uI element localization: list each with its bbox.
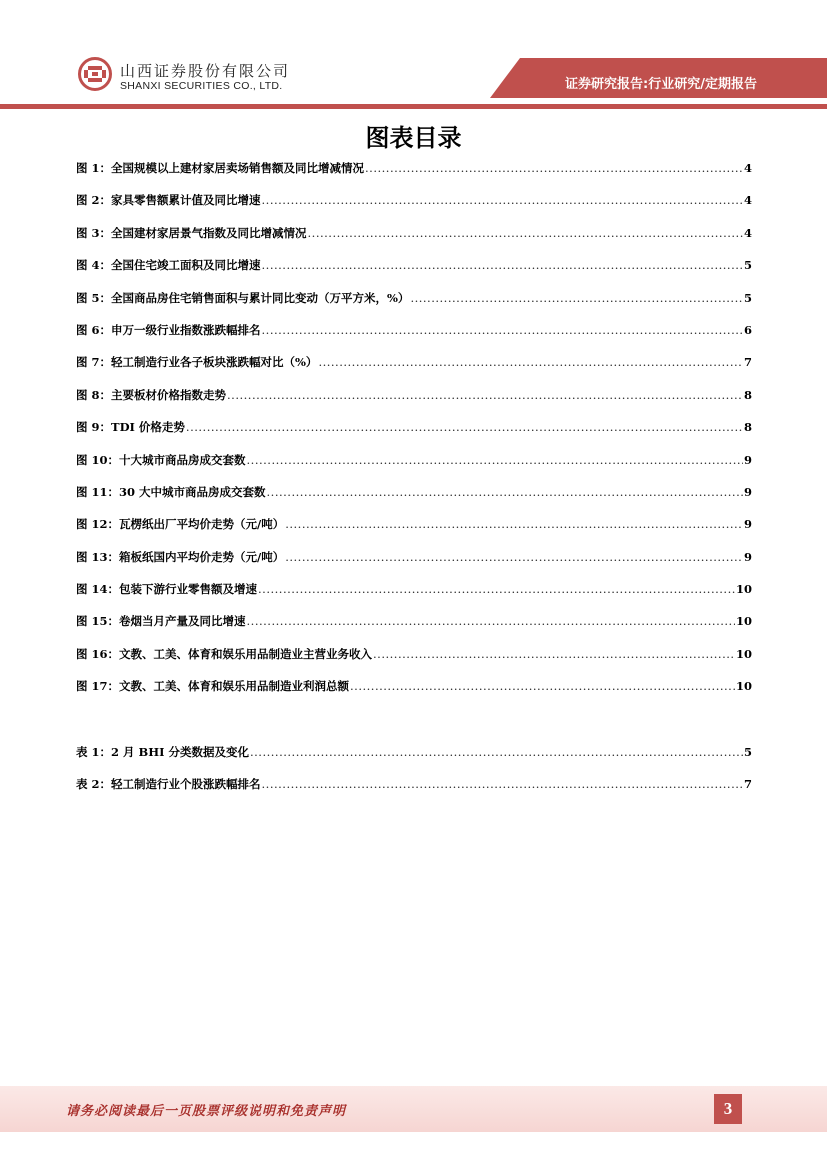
toc-entry-label: 图 14：包装下游行业零售额及增速 — [76, 582, 258, 597]
toc-page-number: 5 — [743, 290, 752, 305]
company-name-cn: 山西证券股份有限公司 — [120, 62, 291, 80]
toc-entry-label: 图 15：卷烟当月产量及同比增速 — [76, 614, 246, 629]
toc-entry-label: 图 11：30 大中城市商品房成交套数 — [76, 484, 266, 499]
toc-dot-leader — [262, 777, 743, 791]
toc-dot-leader — [365, 161, 743, 175]
toc-page-number: 4 — [743, 193, 752, 208]
figure-toc-row[interactable] — [76, 290, 752, 322]
toc-entry-label: 图 3：全国建材家居景气指数及同比增减情况 — [76, 225, 307, 240]
toc-dot-leader — [227, 388, 743, 402]
toc-entry-label: 图 1：全国规模以上建材家居卖场销售额及同比增减情况 — [76, 161, 365, 175]
toc-page-number: 10 — [735, 646, 752, 661]
toc-page-number: 10 — [735, 582, 752, 597]
toc-dot-leader — [267, 485, 743, 499]
table-toc-list — [76, 744, 752, 809]
toc-dot-leader — [247, 614, 735, 628]
header-band — [0, 0, 827, 112]
page-title: 图表目录 — [365, 124, 462, 152]
toc-dot-leader — [262, 323, 743, 337]
toc-page-number: 5 — [743, 745, 752, 759]
toc-dot-leader — [285, 550, 743, 564]
table-toc-row[interactable] — [76, 776, 752, 808]
toc-dot-leader — [308, 226, 743, 240]
figure-toc-row[interactable] — [76, 516, 752, 548]
figure-toc-row[interactable] — [76, 484, 752, 516]
toc-page-number: 6 — [743, 322, 752, 337]
toc-dot-leader — [262, 258, 743, 272]
toc-dot-leader — [285, 517, 743, 531]
toc-entry-label: 图 2：家具零售额累计值及同比增速 — [76, 193, 261, 208]
toc-entry-label: 图 5：全国商品房住宅销售面积与累计同比变动（万平方米，%） — [76, 290, 410, 305]
figure-toc-row[interactable] — [76, 322, 752, 354]
figure-toc-row[interactable] — [76, 678, 752, 710]
toc-entry-label: 图 10：十大城市商品房成交套数 — [76, 452, 246, 467]
toc-entry-label: 图 4：全国住宅竣工面积及同比增速 — [76, 258, 261, 273]
toc-page-number: 9 — [743, 549, 752, 564]
toc-page-number: 4 — [743, 161, 752, 175]
toc-page-number: 10 — [735, 679, 752, 694]
toc-page-number: 9 — [743, 517, 752, 532]
figure-toc-row[interactable] — [76, 646, 752, 678]
figure-toc-row[interactable] — [76, 192, 752, 224]
toc-entry-label: 图 16：文教、工美、体育和娱乐用品制造业主营业务收入 — [76, 646, 373, 661]
footer-disclaimer: 请务必阅读最后一页股票评级说明和免责声明 — [66, 1104, 347, 1119]
page-number: 3 — [714, 1094, 742, 1124]
toc-dot-leader — [262, 193, 743, 207]
toc-page-number: 7 — [743, 355, 752, 370]
toc-dot-leader — [258, 582, 735, 596]
toc-dot-leader — [373, 647, 735, 661]
toc-entry-label: 图 17：文教、工美、体育和娱乐用品制造业利润总额 — [76, 679, 350, 694]
figure-toc-row[interactable] — [76, 354, 752, 386]
figure-toc-row[interactable] — [76, 160, 752, 192]
toc-dot-leader — [247, 453, 743, 467]
toc-dot-leader — [186, 420, 743, 434]
toc-dot-leader — [250, 745, 743, 759]
toc-page-number: 4 — [743, 225, 752, 240]
toc-page-number: 7 — [743, 777, 752, 792]
company-logo-icon — [78, 57, 112, 91]
toc-entry-label: 图 12：瓦楞纸出厂平均价走势（元/吨） — [76, 517, 285, 532]
toc-page-number: 9 — [743, 484, 752, 499]
page-header — [0, 0, 827, 112]
figure-toc-row[interactable] — [76, 452, 752, 484]
toc-dot-leader — [410, 291, 743, 305]
figure-toc-list — [76, 160, 752, 711]
toc-page-number: 9 — [743, 452, 752, 467]
toc-entry-label: 图 7：轻工制造行业各子板块涨跌幅对比（%） — [76, 355, 318, 370]
figure-toc-row[interactable] — [76, 387, 752, 419]
toc-page-number: 8 — [743, 420, 752, 435]
toc-entry-label: 图 13：箱板纸国内平均价走势（元/吨） — [76, 549, 285, 564]
toc-entry-label: 表 1：2 月 BHI 分类数据及变化 — [76, 745, 249, 759]
figure-toc-row[interactable] — [76, 549, 752, 581]
toc-page-number: 8 — [743, 387, 752, 402]
figure-toc-row[interactable] — [76, 257, 752, 289]
toc-dot-leader — [318, 355, 743, 369]
toc-page-number: 10 — [735, 614, 752, 629]
toc-page-number: 5 — [743, 258, 752, 273]
toc-dot-leader — [350, 679, 735, 693]
figure-toc-row[interactable] — [76, 613, 752, 645]
table-toc-row[interactable] — [76, 744, 752, 776]
toc-entry-label: 表 2：轻工制造行业个股涨跌幅排名 — [76, 777, 261, 792]
figure-toc-row[interactable] — [76, 581, 752, 613]
toc-entry-label: 图 9：TDI 价格走势 — [76, 420, 185, 435]
toc-entry-label: 图 6：申万一级行业指数涨跌幅排名 — [76, 322, 261, 337]
report-type-label: 证券研究报告:行业研究/定期报告 — [565, 77, 757, 92]
figure-toc-row[interactable] — [76, 225, 752, 257]
figure-toc-row[interactable] — [76, 419, 752, 451]
company-name-en: SHANXI SECURITIES CO., LTD. — [120, 80, 283, 92]
toc-entry-label: 图 8：主要板材价格指数走势 — [76, 387, 227, 402]
